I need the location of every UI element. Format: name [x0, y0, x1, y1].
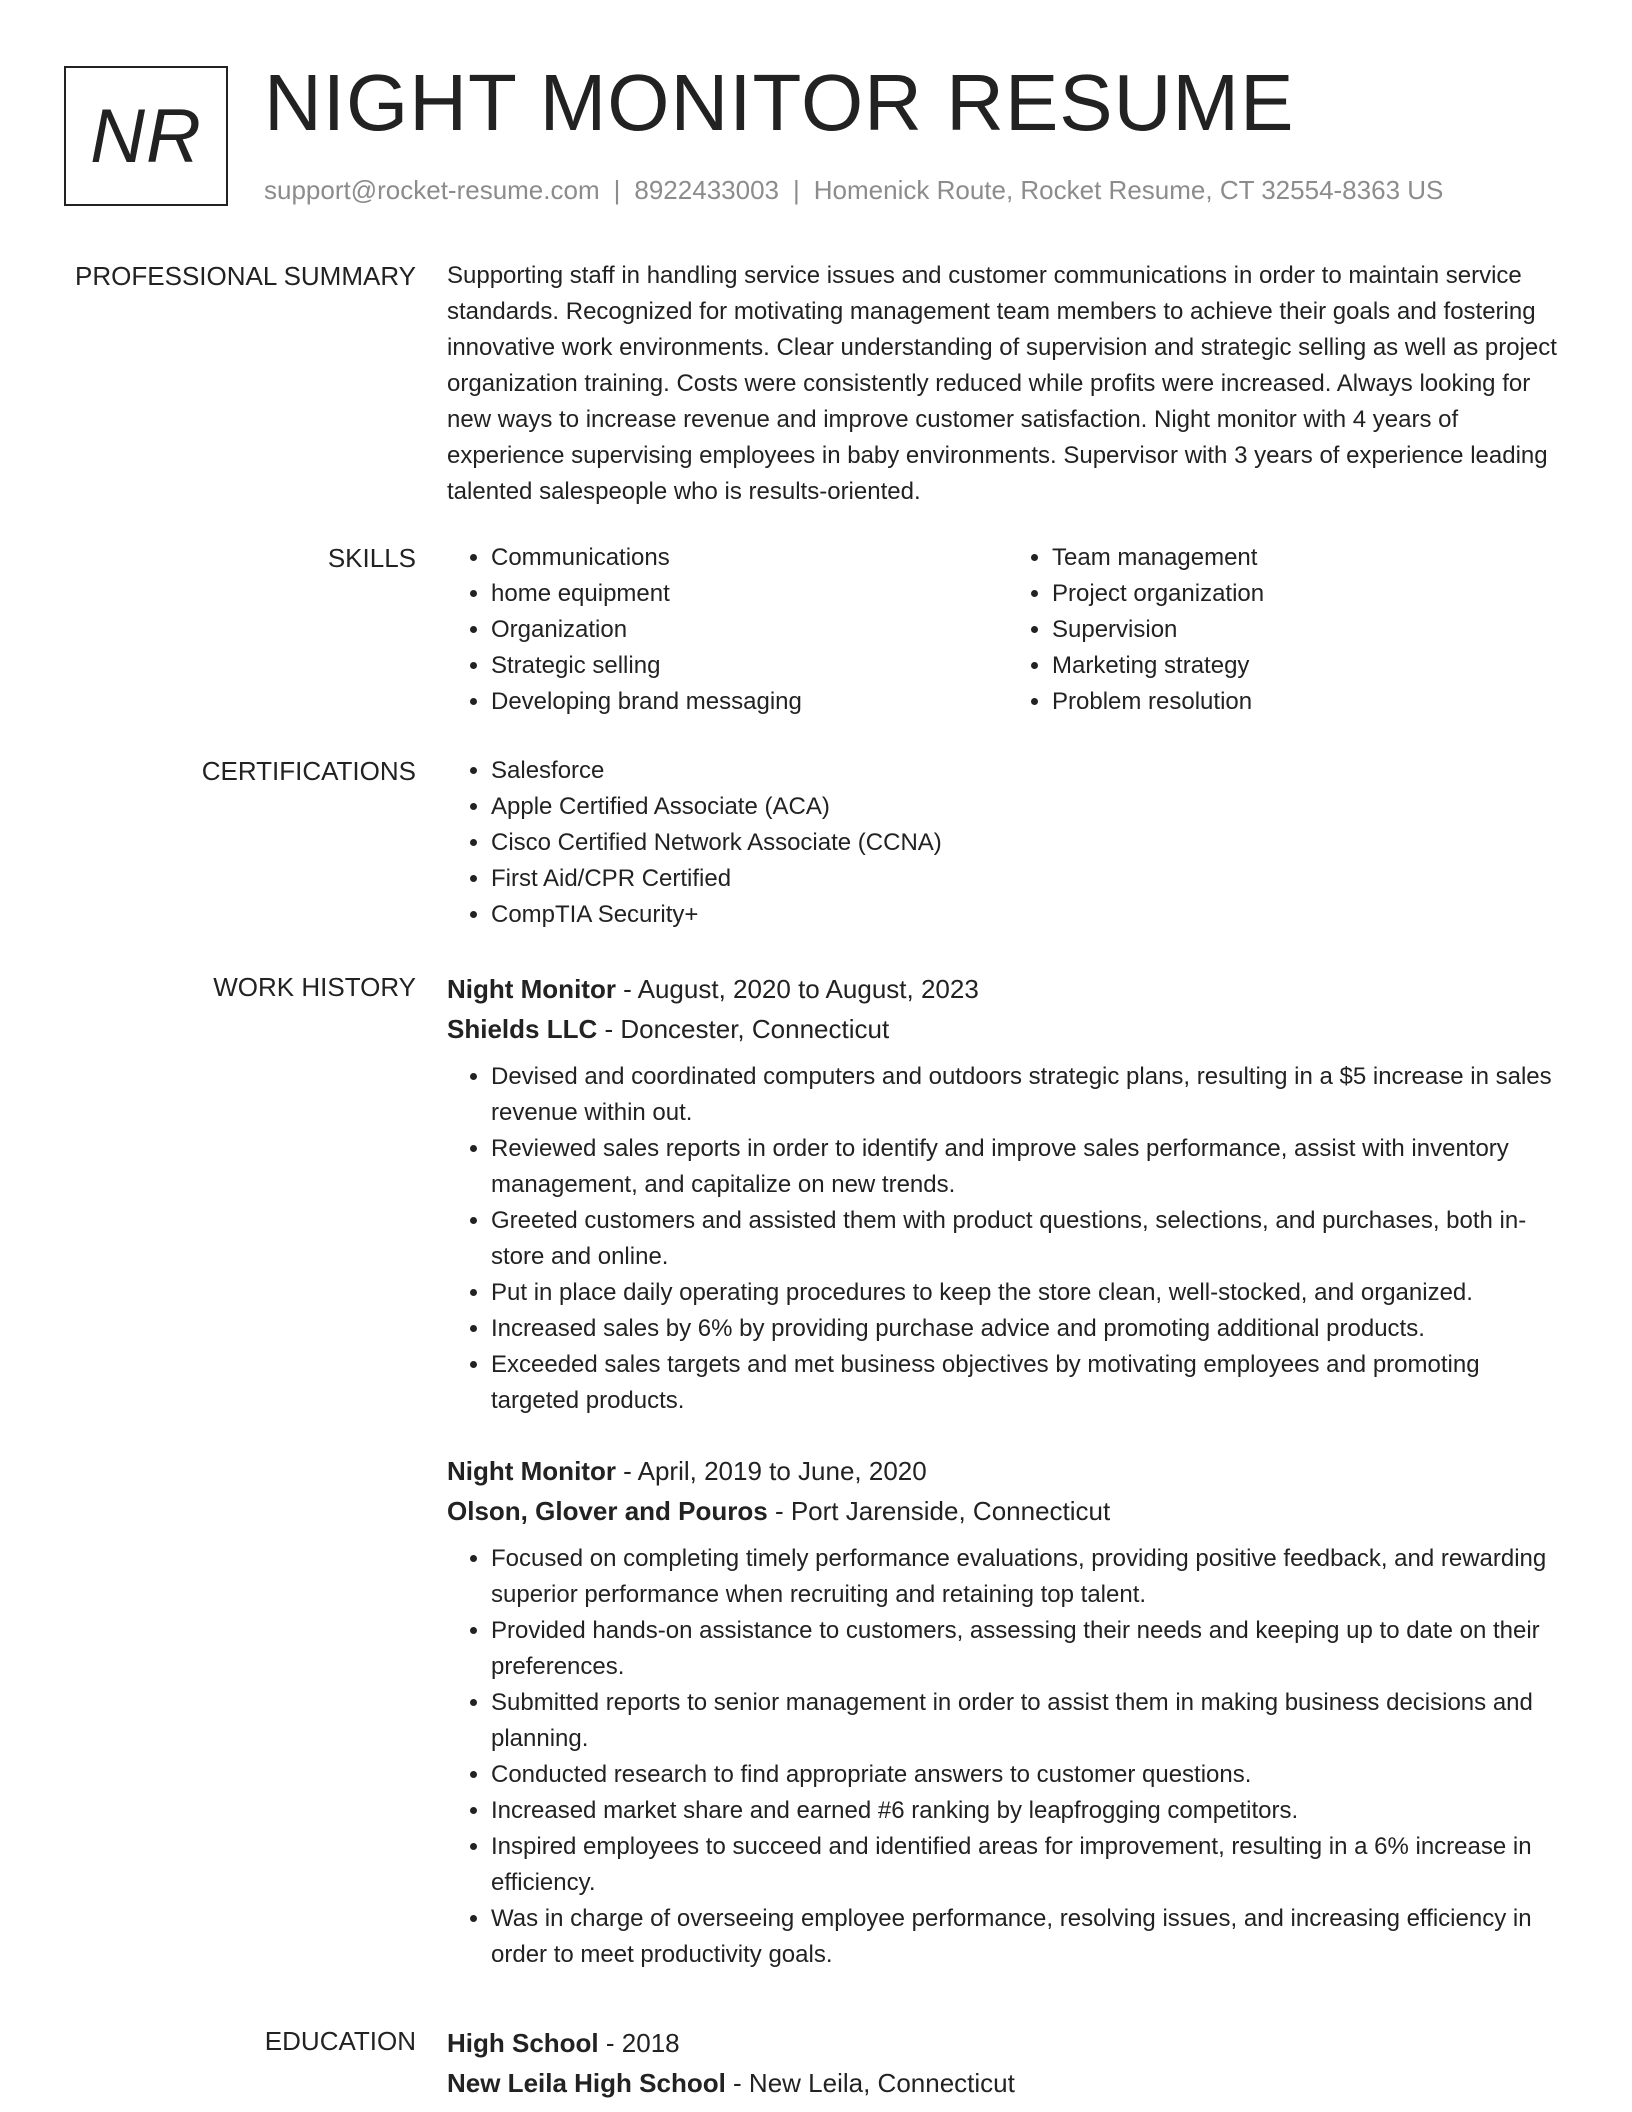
job-title: Night Monitor [447, 1456, 616, 1486]
skills-content [447, 540, 1569, 720]
skill-item: • Supervision [1052, 612, 1569, 648]
job-location: - Port Jarenside, Connecticut [767, 1496, 1111, 1526]
job-bullet: • Reviewed sales reports in order to identify and improve sales performance, assist with inventory management, and capitalize on new trends. [491, 1131, 1569, 1203]
job-title-line [447, 1451, 1569, 1491]
certification-item: • Salesforce [491, 753, 1569, 789]
education-location: - New Leila, Connecticut [725, 2068, 1015, 2098]
job-bullet: • Exceeded sales targets and met business objectives by motivating employees and promoting targeted products. [491, 1347, 1569, 1419]
skills-list-left [447, 540, 1008, 720]
skill-item: • Strategic selling [491, 648, 1008, 684]
job-bullet: • Devised and coordinated computers and outdoors strategic plans, resulting in a $5 increase in sales revenue within out. [491, 1059, 1569, 1131]
job-bullets [447, 1541, 1569, 1973]
education-degree-line [447, 2023, 1569, 2063]
skill-item: • Team management [1052, 540, 1569, 576]
certifications-label: CERTIFICATIONS [201, 756, 416, 786]
certifications-content [447, 753, 1569, 933]
summary-content [447, 258, 1569, 510]
skill-item: • Developing brand messaging [491, 684, 1008, 720]
education-degree: High School [447, 2028, 599, 2058]
summary-text: Supporting staff in handling service issues and customer communications in order to maintain service standards. Recognized for motivating management team members to achieve their goals and fostering innovative work environments. Clear understanding of supervision and strategic selling as well as project organization training. Costs were consistently reduced while profits were increased. Always looking for new ways to increase revenue and improve customer satisfaction. Night monitor with 4 years of experience supervising employees in baby environments. Supervisor with 3 years of experience leading talented salespeople who is results-oriented. [447, 262, 1557, 505]
job-title-line [447, 969, 1569, 1009]
skill-item: • Organization [491, 612, 1008, 648]
certification-item: • Cisco Certified Network Associate (CCNA) [491, 825, 1569, 861]
job-company: Olson, Glover and Pouros [447, 1496, 768, 1526]
skills-list-right [1008, 540, 1569, 720]
work-history-content [447, 969, 1569, 1973]
summary-label: PROFESSIONAL SUMMARY [75, 261, 416, 291]
certifications-list [447, 753, 1569, 933]
skill-item: • Communications [491, 540, 1008, 576]
job-company: Shields LLC [447, 1014, 598, 1044]
certification-item: • CompTIA Security+ [491, 897, 1569, 933]
monogram-initials: NR [90, 93, 202, 179]
job-location: - Doncester, Connecticut [597, 1014, 890, 1044]
education-school: New Leila High School [447, 2068, 726, 2098]
contact-email: support@rocket-resume.com [264, 175, 600, 205]
contact-separator: | [793, 175, 800, 205]
job-entry [447, 1451, 1569, 1973]
education-year: - 2018 [598, 2028, 680, 2058]
job-dates: - August, 2020 to August, 2023 [615, 974, 979, 1004]
education-content [447, 2023, 1569, 2103]
contact-separator: | [613, 175, 621, 205]
job-title: Night Monitor [447, 974, 616, 1004]
job-dates: - April, 2019 to June, 2020 [615, 1456, 927, 1486]
skills-label: SKILLS [327, 543, 416, 573]
job-bullet: • Put in place daily operating procedures to keep the store clean, well-stocked, and organized. [491, 1275, 1569, 1311]
job-bullet: • Focused on completing timely performance evaluations, providing positive feedback, and rewarding superior performance when recruiting and retaining top talent. [491, 1541, 1569, 1613]
job-bullet: • Submitted reports to senior management in order to assist them in making business decisions and planning. [491, 1685, 1569, 1757]
skill-item: • home equipment [491, 576, 1008, 612]
job-bullets [447, 1059, 1569, 1419]
job-bullet: • Was in charge of overseeing employee performance, resolving issues, and increasing efficiency in order to meet productivity goals. [491, 1901, 1569, 1973]
contact-phone: 8922433003 [634, 175, 779, 205]
resume-title: NIGHT MONITOR RESUME [264, 58, 1295, 147]
skill-item: • Marketing strategy [1052, 648, 1569, 684]
job-company-line [447, 1491, 1569, 1531]
skill-item: • Project organization [1052, 576, 1569, 612]
work-history-label: WORK HISTORY [213, 972, 416, 1002]
job-bullet: • Conducted research to find appropriate answers to customer questions. [491, 1757, 1569, 1793]
certification-item: • First Aid/CPR Certified [491, 861, 1569, 897]
skill-item: • Problem resolution [1052, 684, 1569, 720]
job-bullet: • Increased sales by 6% by providing purchase advice and promoting additional products. [491, 1311, 1569, 1347]
certification-item: • Apple Certified Associate (ACA) [491, 789, 1569, 825]
monogram-box [64, 66, 228, 206]
job-bullet: • Provided hands-on assistance to customers, assessing their needs and keeping up to date on their preferences. [491, 1613, 1569, 1685]
education-school-line [447, 2063, 1569, 2103]
contact-address: Homenick Route, Rocket Resume, CT 32554-8363 US [813, 175, 1444, 205]
job-bullet: • Inspired employees to succeed and identified areas for improvement, resulting in a 6% increase in efficiency. [491, 1829, 1569, 1901]
contact-line [264, 175, 1443, 205]
job-bullet: • Greeted customers and assisted them with product questions, selections, and purchases, both in-store and online. [491, 1203, 1569, 1275]
education-label: EDUCATION [264, 2026, 416, 2056]
job-entry [447, 969, 1569, 1419]
job-bullet: • Increased market share and earned #6 ranking by leapfrogging competitors. [491, 1793, 1569, 1829]
job-company-line [447, 1009, 1569, 1049]
